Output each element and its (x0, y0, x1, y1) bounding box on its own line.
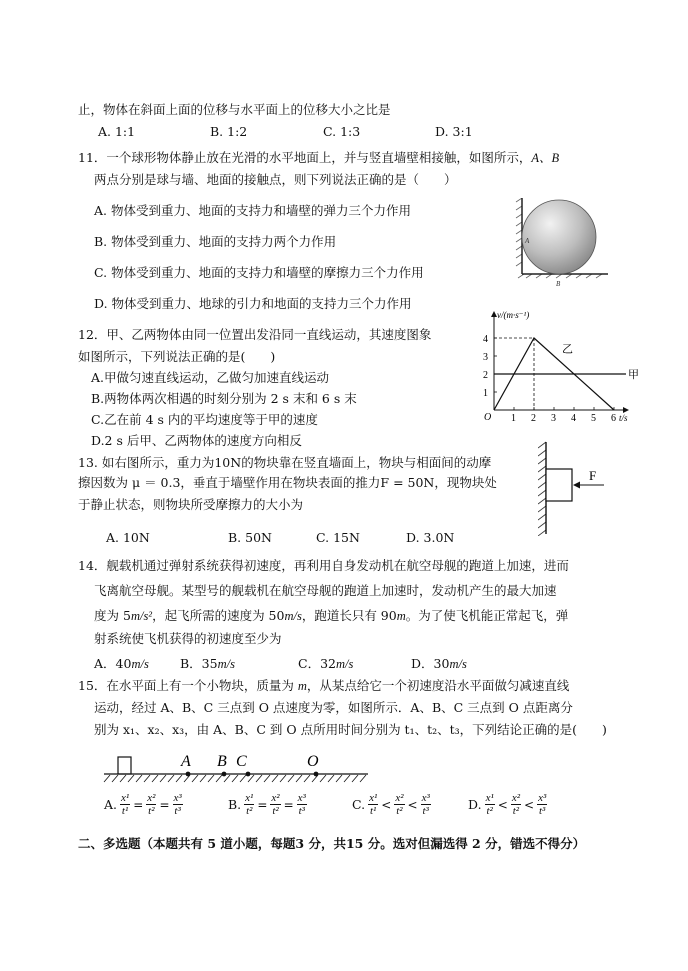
q13-line3: 于静止状态，则物块所受摩擦力的大小为 (78, 497, 304, 512)
x-tick-label-6: 6 (611, 413, 616, 424)
q11-option-d: D. 物体受到重力、地球的引力和地面的支持力三个力作用 (94, 296, 412, 311)
x-tick-label-4: 4 (571, 413, 576, 424)
q15-line1: 15．在水平面上有一个小物块，质量为 m，从某点给它一个初速度沿水平面做匀减速直线 (78, 678, 570, 693)
q14-option-b: B．35m/s (180, 656, 235, 671)
point-a-label: A (525, 237, 530, 245)
q11-line1: 11．一个球形物体静止放在光滑的水平地面上，并与竖直墙壁相接触，如图所示，A、B (78, 150, 560, 165)
q12-line2: 如图所示，下列说法正确的是( ) (78, 349, 276, 364)
q14-line4: 射系统使飞机获得的初速度至少为 (94, 631, 282, 646)
point-b-label: B (556, 280, 561, 288)
q13-option-a: A. 10N (106, 530, 150, 545)
track-figure (100, 748, 376, 788)
q14-option-d: D．30m/s (411, 656, 467, 671)
q15-option-a: A. $\frac{\text{x¹}}{\text{t¹}}$ = $\frac{\text{x²}}{\text{t²}}$ = $\frac{\text{x³}}{\text{t³}}$ (104, 792, 182, 817)
q10-stem: 止，物体在斜面上面的位移与水平面上的位移大小之比是 (78, 102, 391, 117)
q14-line2: 飞离航空母舰。某型号的舰载机在航空母舰的跑道上加速时，发动机产生的最大加速 (94, 583, 557, 598)
q10-option-b: B. 1:2 (210, 124, 248, 139)
q15-line2: 运动，经过 A、B、C 三点到 O 点速度为零，如图所示．A、B、C 三点到 O 点距离分 (94, 700, 573, 715)
q11-option-a: A. 物体受到重力、地面的支持力和墙壁的弹力三个力作用 (94, 203, 411, 218)
series-label-yi: 乙 (562, 343, 573, 356)
point-a (186, 772, 191, 777)
wall-block-figure (538, 440, 618, 536)
q13-option-b: B. 50N (228, 530, 272, 545)
q13-option-d: D. 3.0N (406, 530, 455, 545)
q15-line3: 别为 x₁、x₂、x₃，由 A、B、C 到 O 点所用时间分别为 t₁、t₂、t₃，下列结论正确的是( ) (94, 722, 607, 737)
velocity-time-chart (476, 306, 646, 424)
point-c-label: C (236, 753, 247, 770)
x-tick-label-5: 5 (591, 413, 596, 424)
point-o (314, 772, 319, 777)
x-axis-label: t/s (619, 413, 628, 423)
q13-line2: 擦因数为 μ ＝ 0.3，垂直于墙壁作用在物块表面的推力F = 50N，现物块处 (78, 475, 497, 490)
point-o-label: O (307, 753, 319, 770)
y-axis-label: v/(m·s⁻¹) (497, 310, 530, 320)
q10-option-a: A. 1:1 (98, 124, 136, 139)
q11-line2: 两点分别是球与墙、地面的接触点，则下列说法正确的是（ ） (94, 172, 457, 187)
series-label-jia: 甲 (628, 369, 639, 381)
point-b (222, 772, 227, 777)
q15-option-b: B. $\frac{\text{x¹}}{\text{t²}}$ = $\frac{\text{x²}}{\text{t²}}$ = $\frac{\text{x³}}{\text{t³}}$ (228, 792, 306, 817)
q10-option-c: C. 1:3 (323, 124, 361, 139)
q14-line1: 14．舰载机通过弹射系统获得初速度，再利用自身发动机在航空母舰的跑道上加速，进而 (78, 558, 569, 573)
q10-option-d: D. 3:1 (435, 124, 473, 139)
x-tick-label-3: 3 (551, 413, 556, 424)
section2-title: 二、多选题（本题共有 5 道小题，每题3 分，共15 分。选对但漏选得 2 分，错选不得分） (78, 836, 586, 851)
ball-wall-figure (510, 198, 610, 290)
q13-option-c: C. 15N (316, 530, 360, 545)
q11-option-c: C. 物体受到重力、地面的支持力和墙壁的摩擦力三个力作用 (94, 265, 424, 280)
origin-label: O (484, 412, 492, 423)
point-b-label: B (217, 753, 227, 770)
q11-option-b: B. 物体受到重力、地面的支持力两个力作用 (94, 234, 337, 249)
small-block (118, 757, 131, 774)
y-tick-label-2: 2 (483, 370, 488, 381)
point-a-label: A (181, 753, 191, 770)
q12-option-c: C.乙在前 4 s 内的平均速度等于甲的速度 (91, 412, 318, 427)
point-c (246, 772, 251, 777)
q14-line3: 度为 5m/s²，起飞所需的速度为 50m/s，跑道长只有 90m。为了使飞机能正常起飞，弹 (94, 608, 569, 623)
ball (522, 200, 596, 274)
x-tick-label-1: 1 (511, 413, 516, 424)
y-tick-label-4: 4 (483, 334, 488, 345)
q12-line1: 12．甲、乙两物体由同一位置出发沿同一直线运动，其速度图象 (78, 327, 432, 342)
block (546, 469, 572, 501)
y-tick-label-1: 1 (483, 388, 488, 399)
q14-option-a: A．40m/s (94, 656, 149, 671)
q12-option-b: B.两物体两次相遇的时刻分别为 2 s 末和 6 s 末 (91, 391, 357, 406)
force-label: F (589, 468, 597, 483)
x-tick-label-2: 2 (531, 413, 536, 424)
q12-option-a: A.甲做匀速直线运动，乙做匀加速直线运动 (91, 370, 330, 385)
q13-line1: 13. 如右图所示，重力为10N的物块靠在竖直墙面上，物块与相面间的动摩 (78, 455, 492, 470)
q15-option-d: D. x¹ t² < x² t² < x³ t³ (468, 792, 547, 817)
q14-option-c: C．32m/s (298, 656, 354, 671)
q15-option-c: C. x¹ t¹ < x² t² < x³ t³ (352, 792, 430, 817)
y-tick-label-3: 3 (483, 352, 488, 363)
q12-option-d: D.2 s 后甲、乙两物体的速度方向相反 (91, 433, 302, 448)
